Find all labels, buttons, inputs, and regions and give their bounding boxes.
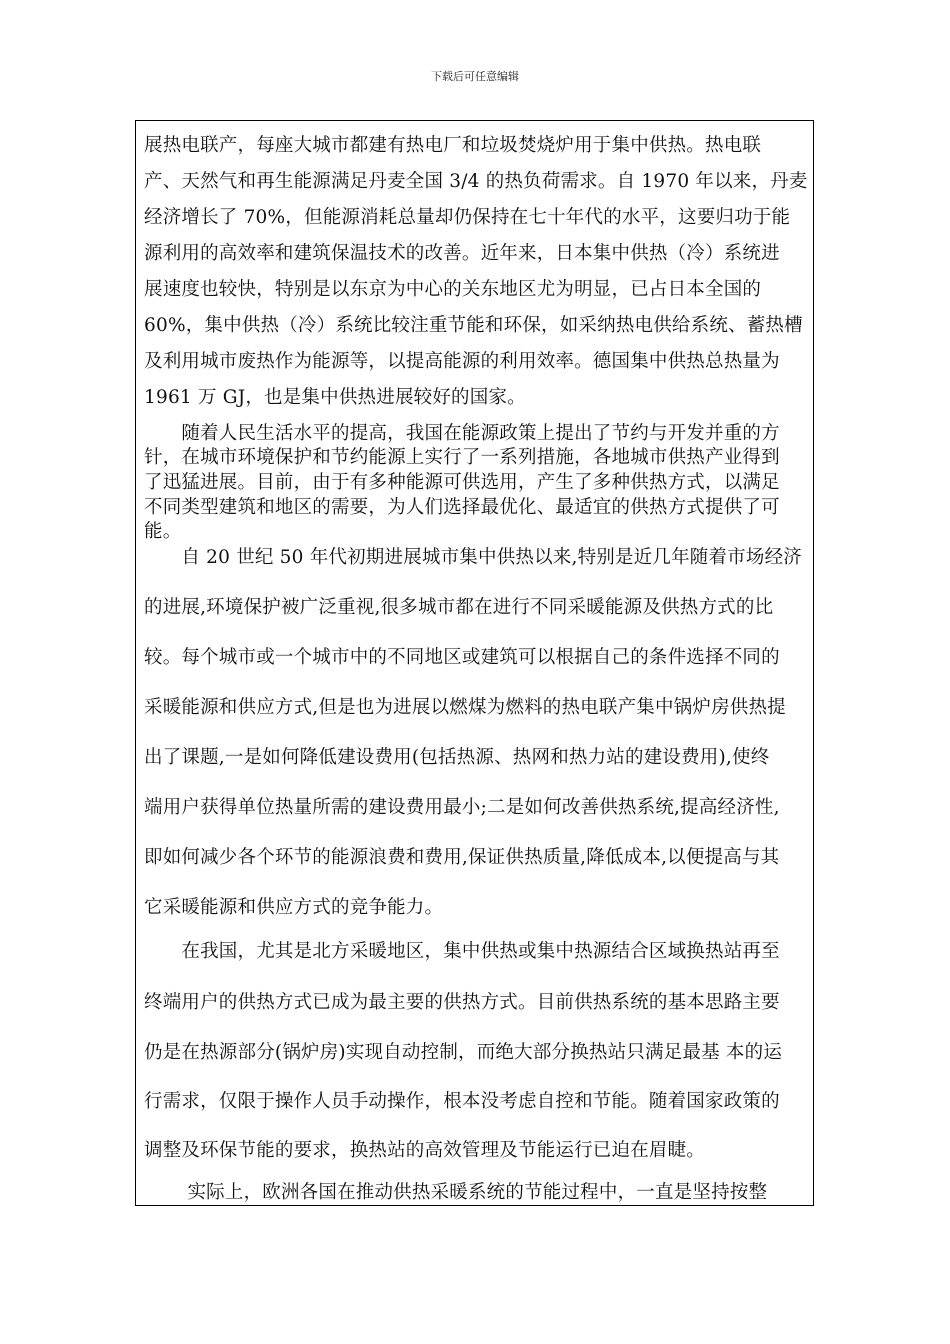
text-line: 出了课题,一是如何降低建设费用(包括热源、热网和热力站的建设费用),使终 (144, 747, 770, 768)
text-line: 60%，集中供热（冷）系统比较注重节能和环保，如采纳热电供给系统、蓄热槽 (144, 315, 803, 336)
text-line: 展热电联产，每座大城市都建有热电厂和垃圾焚烧炉用于集中供热。热电联 (144, 135, 762, 156)
text-line: 自 20 世纪 50 年代初期进展城市集中供热以来,特别是近几年随着市场经济 (144, 547, 802, 568)
text-line: 即如何减少各个环节的能源浪费和费用,保证供热质量,降低成本,以便提高与其 (144, 847, 780, 868)
text-line: 源利用的高效率和建筑保温技术的改善。近年来，日本集中供热（冷）系统进 (144, 243, 780, 264)
text-line: 采暖能源和供应方式,但是也为进展以燃煤为燃料的热电联产集中锅炉房供热提 (144, 697, 786, 718)
text-line: 端用户获得单位热量所需的建设费用最小;二是如何改善供热系统,提高经济性, (144, 797, 780, 818)
text-line: 不同类型建筑和地区的需要，为人们选择最优化、最适宜的供热方式提供了可 (144, 497, 780, 518)
text-line: 展速度也较快，特别是以东京为中心的关东地区尤为明显，已占日本全国的 (144, 279, 762, 300)
document-table-cell (135, 120, 814, 1206)
text-line: 调整及环保节能的要求，换热站的高效管理及节能运行已迫在眉睫。 (144, 1140, 706, 1161)
text-line: 及利用城市废热作为能源等，以提高能源的利用效率。德国集中供热总热量为 (144, 351, 780, 372)
text-line: 随着人民生活水平的提高，我国在能源政策上提出了节约与开发并重的方 (144, 423, 780, 444)
text-line: 较。每个城市或一个城市中的不同地区或建筑可以根据自己的条件选择不同的 (144, 647, 780, 668)
text-line: 能。 (144, 521, 182, 542)
text-line: 1961 万 GJ，也是集中供热进展较好的国家。 (144, 387, 526, 408)
text-line: 针，在城市环境保护和节约能源上实行了一系列措施，各地城市供热产业得到 (144, 447, 780, 468)
text-line: 在我国，尤其是北方采暖地区，集中供热或集中热源结合区域换热站再至 (144, 941, 780, 962)
text-line: 实际上，欧洲各国在推动供热采暖系统的节能过程中，一直是坚持按整 (144, 1182, 768, 1203)
text-line: 行需求，仅限于操作人员手动操作，根本没考虑自控和节能。随着国家政策的 (144, 1091, 780, 1112)
text-line: 它采暖能源和供应方式的竞争能力。 (144, 897, 444, 918)
text-line: 仍是在热源部分(锅炉房)实现自动控制，而绝大部分换热站只满足最基 本的运 (144, 1042, 783, 1063)
text-line: 产、天然气和再生能源满足丹麦全国 3/4 的热负荷需求。自 1970 年以来，丹麦 (144, 171, 808, 192)
page-header: 下载后可任意编辑 (431, 70, 519, 83)
text-line: 了迅猛进展。目前，由于有多种能源可供选用，产生了多种供热方式，以满足 (144, 472, 780, 493)
text-line: 经济增长了 70%，但能源消耗总量却仍保持在七十年代的水平，这要归功于能 (144, 207, 791, 228)
text-line: 的进展,环境保护被广泛重视,很多城市都在进行不同采暖能源及供热方式的比 (144, 597, 774, 618)
text-line: 终端用户的供热方式已成为最主要的供热方式。目前供热系统的基本思路主要 (144, 992, 780, 1013)
